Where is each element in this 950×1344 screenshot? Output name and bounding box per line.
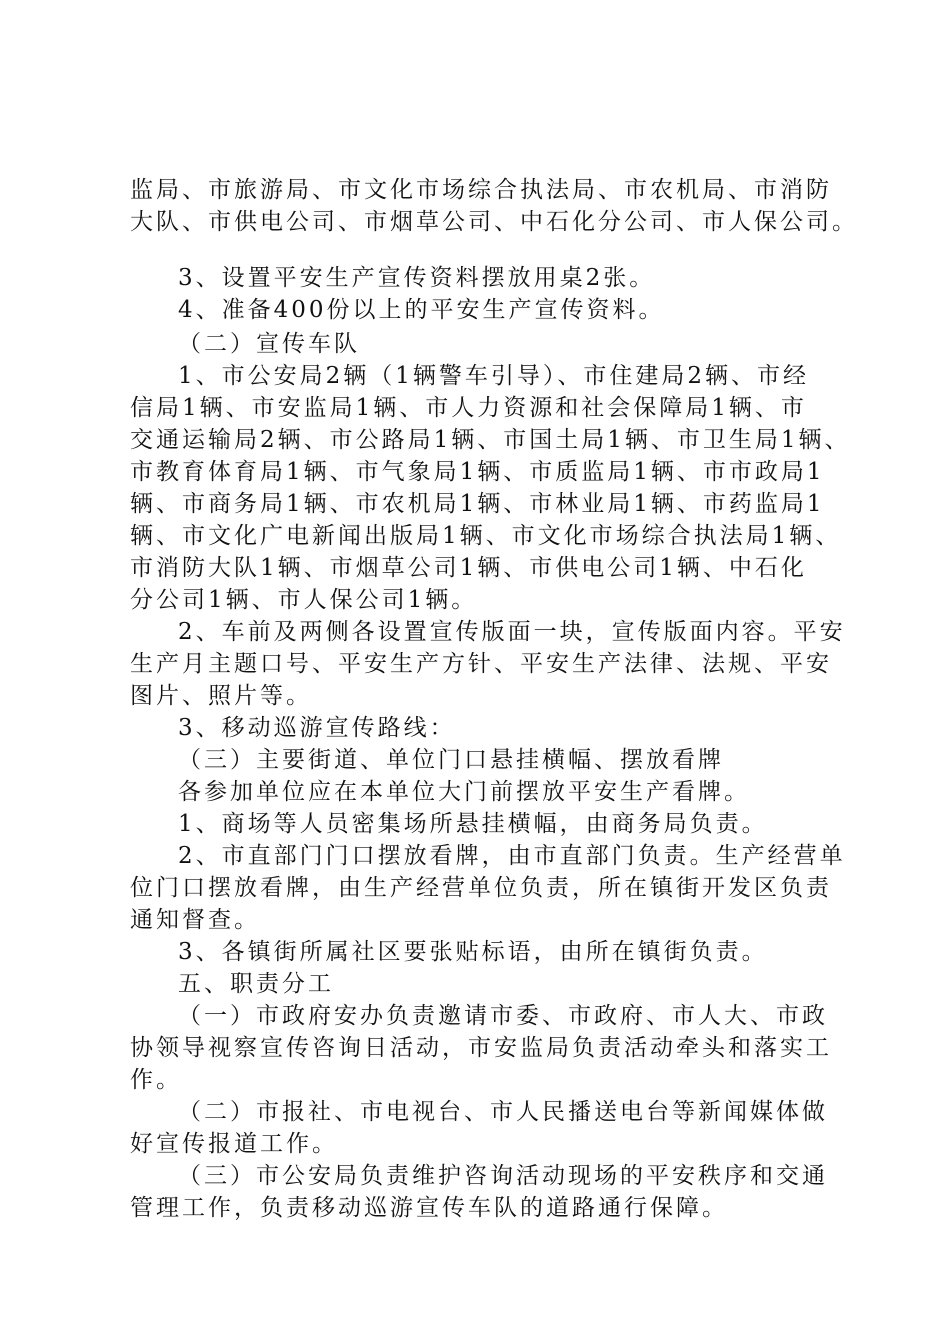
text-line: 好宣传报道工作。 [130,1131,338,1157]
text-line: （三）市公安局负责维护咨询活动现场的平安秩序和交通 [178,1163,828,1189]
text-line: 监局、市旅游局、市文化市场综合执法局、市农机局、市消防 [130,177,832,203]
text-line: 作。 [130,1067,182,1093]
section-heading: （二）宣传车队 [178,331,360,357]
section-heading: 五、职责分工 [178,971,334,997]
text-line: 2、车前及两侧各设置宣传版面一块，宣传版面内容。平安 [178,619,846,645]
text-line: 2、市直部门门口摆放看牌，由市直部门负责。生产经营单 [178,843,846,869]
text-line: （二）市报社、市电视台、市人民播送电台等新闻媒体做 [178,1099,828,1125]
text-line: 辆、市文化广电新闻出版局1辆、市文化市场综合执法局1辆、 [130,523,842,549]
text-line: 3、移动巡游宣传路线： [178,715,456,741]
text-line: 各参加单位应在本单位大门前摆放平安生产看牌。 [178,779,750,805]
text-line: 管理工作，负责移动巡游宣传车队的道路通行保障。 [130,1195,728,1221]
text-line: 市消防大队1辆、市烟草公司1辆、市供电公司1辆、中石化 [130,555,807,581]
text-line: 分公司1辆、市人保公司1辆。 [130,587,478,613]
text-line: 4、准备400份以上的平安生产宣传资料。 [178,297,665,323]
text-line: 大队、市供电公司、市烟草公司、中石化分公司、市人保公司。 [130,209,858,235]
text-line: 1、市公安局2辆（1辆警车引导）、市住建局2辆、市经 [178,363,810,389]
text-line: 1、商场等人员密集场所悬挂横幅，由商务局负责。 [178,811,768,837]
text-line: 生产月主题口号、平安生产方针、平安生产法律、法规、平安 [130,651,832,677]
section-heading: （三）主要街道、单位门口悬挂横幅、摆放看牌 [178,747,724,773]
text-line: 协领导视察宣传咨询日活动，市安监局负责活动牵头和落实工 [130,1035,832,1061]
text-line: （一）市政府安办负责邀请市委、市政府、市人大、市政 [178,1003,828,1029]
text-line: 通知督查。 [130,907,260,933]
text-line: 市教育体育局1辆、市气象局1辆、市质监局1辆、市市政局1 [130,459,825,485]
text-line: 交通运输局2辆、市公路局1辆、市国土局1辆、市卫生局1辆、 [130,427,851,453]
text-line: 辆、市商务局1辆、市农机局1辆、市林业局1辆、市药监局1 [130,491,825,517]
text-line: 信局1辆、市安监局1辆、市人力资源和社会保障局1辆、市 [130,395,807,421]
text-line: 3、各镇街所属社区要张贴标语，由所在镇街负责。 [178,939,768,965]
text-line: 图片、照片等。 [130,683,312,709]
text-line: 3、设置平安生产宣传资料摆放用桌2张。 [178,265,656,291]
text-line: 位门口摆放看牌，由生产经营单位负责，所在镇街开发区负责 [130,875,832,901]
